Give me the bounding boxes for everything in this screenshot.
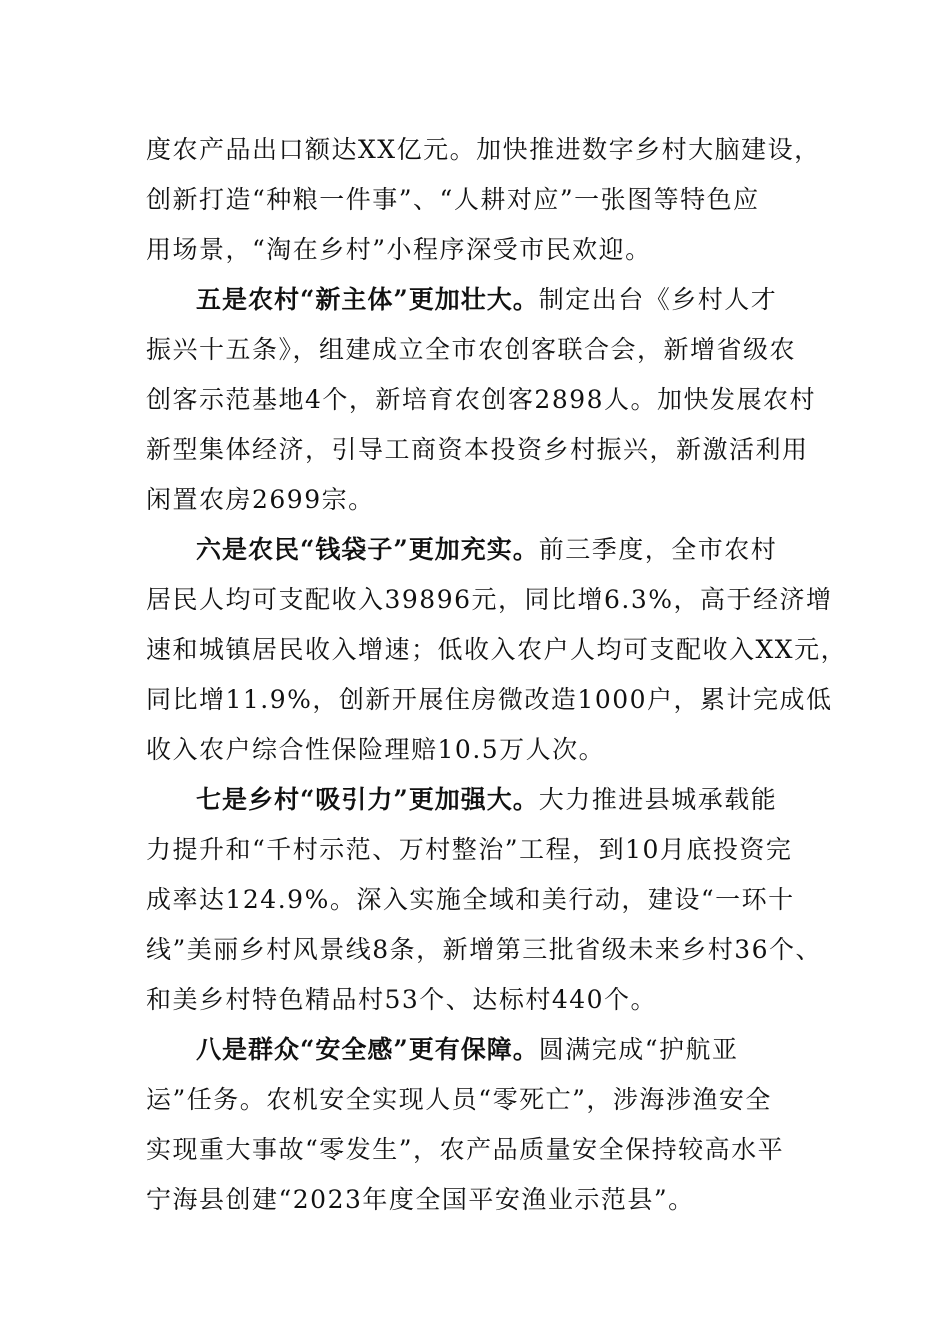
text-line: 同比增11.9%，创新开展住房微改造1000户，累计完成低 [146, 685, 833, 714]
text-line: 收入农户综合性保险理赔10.5万人次。 [146, 735, 606, 764]
paragraph-heading: 五是农村“新主体”更加壮大。 [196, 285, 539, 314]
paragraph-heading-line [196, 1028, 836, 1072]
paragraph-heading: 七是乡村“吸引力”更加强大。 [196, 785, 539, 814]
paragraph-heading-line [196, 278, 836, 322]
text-line: 新型集体经济，引导工商资本投资乡村振兴，新激活利用 [146, 435, 809, 464]
paragraph-text: 制定出台《乡村人才 [538, 285, 778, 314]
paragraph-heading-line [196, 528, 836, 572]
text-line: 用场景，“淘在乡村”小程序深受市民欢迎。 [146, 235, 652, 264]
paragraph-heading-line [196, 778, 836, 822]
text-line: 运”任务。农机安全实现人员“零死亡”，涉海涉渔安全 [146, 1085, 772, 1114]
text-line: 居民人均可支配收入39896元，同比增6.3%，高于经济增 [146, 585, 833, 614]
paragraph-text: 前三季度，全市农村 [538, 535, 778, 564]
paragraph-text: 大力推进县城承载能 [538, 785, 778, 814]
text-line: 振兴十五条》，组建成立全市农创客联合会，新增省级农 [146, 335, 797, 364]
paragraph-heading: 六是农民“钱袋子”更加充实。 [196, 535, 539, 564]
text-line: 度农产品出口额达XX亿元。加快推进数字乡村大脑建设， [146, 135, 821, 164]
text-line: 宁海县创建“2023年度全国平安渔业示范县”。 [146, 1185, 695, 1214]
paragraph-text: 圆满完成“护航亚 [538, 1035, 739, 1064]
text-line: 创客示范基地4个，新培育农创客2898人。加快发展农村 [146, 385, 817, 414]
paragraph-heading: 八是群众“安全感”更有保障。 [196, 1035, 539, 1064]
text-line: 和美乡村特色精品村53个、达标村440个。 [146, 985, 658, 1014]
text-line: 实现重大事故“零发生”，农产品质量安全保持较高水平 [146, 1135, 785, 1164]
text-line: 闲置农房2699宗。 [146, 485, 375, 514]
text-line: 速和城镇居民收入增速；低收入农户人均可支配收入XX元， [146, 635, 848, 664]
text-line: 创新打造“种粮一件事”、“人耕对应”一张图等特色应 [146, 185, 760, 214]
text-line: 成率达124.9%。深入实施全域和美行动，建设“一环十 [146, 885, 795, 914]
text-line: 线”美丽乡村风景线8条，新增第三批省级未来乡村36个、 [146, 935, 823, 964]
text-line: 力提升和“千村示范、万村整治”工程，到10月底投资完 [146, 835, 793, 864]
